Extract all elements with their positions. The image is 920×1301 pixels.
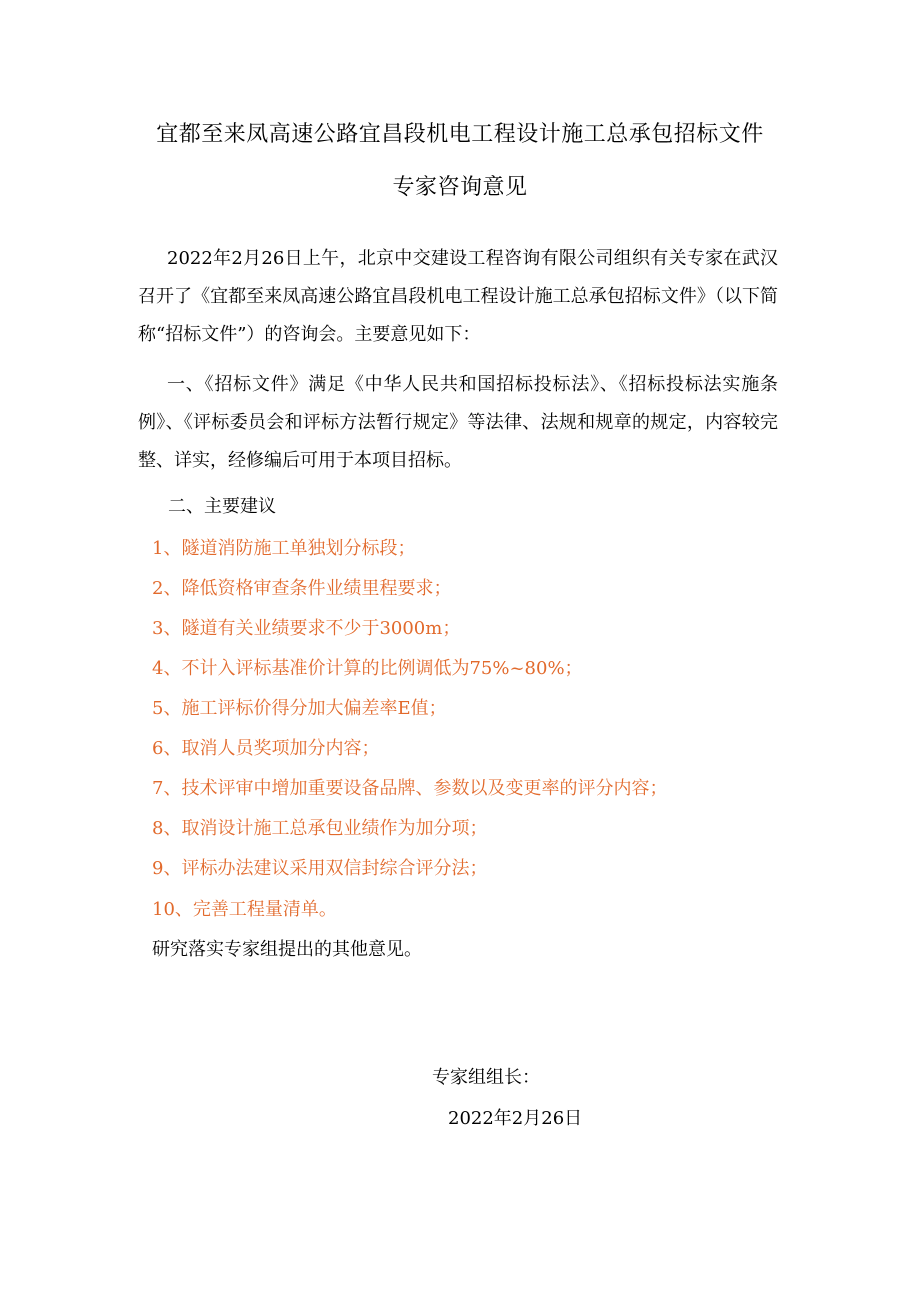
intro-paragraph: 2022年2月26日上午，北京中交建设工程咨询有限公司组织有关专家在武汉召开了《宜都至来凤高速公路宜昌段机电工程设计施工总承包招标文件》（以下简称“招标文件”）的咨询会。主要意见如下： <box>138 248 778 345</box>
suggestion-item: 4、不计入评标基准价计算的比例调低为75%~80%； <box>152 658 583 679</box>
section-heading-suggestions: 二、主要建议 <box>168 496 276 517</box>
suggestion-item: 7、技术评审中增加重要设备品牌、参数以及变更率的评分内容； <box>152 778 668 799</box>
opinion-paragraph-1: 一、《招标文件》满足《中华人民共和国招标投标法》、《招标投标法实施条例》、《评标委员会和评标方法暂行规定》等法律、法规和规章的规定，内容较完整、详实，经修编后可用于本项目招标。 <box>138 374 778 471</box>
closing-sentence: 研究落实专家组提出的其他意见。 <box>152 939 422 960</box>
suggestion-item: 6、取消人员奖项加分内容； <box>152 738 380 759</box>
suggestion-item: 5、施工评标价得分加大偏差率E值； <box>152 698 447 719</box>
suggestion-item: 1、隧道消防施工单独划分标段； <box>152 538 416 559</box>
document-date: 2022年2月26日 <box>448 1108 583 1129</box>
document-title: 宜都至来凤高速公路宜昌段机电工程设计施工总承包招标文件 <box>156 122 764 147</box>
suggestion-item: 8、取消设计施工总承包业绩作为加分项； <box>152 818 488 839</box>
document-subtitle: 专家咨询意见 <box>392 175 528 200</box>
suggestion-item: 10、完善工程量清单。 <box>152 899 337 920</box>
suggestion-item: 9、评标办法建议采用双信封综合评分法； <box>152 858 488 879</box>
suggestion-item: 2、降低资格审查条件业绩里程要求； <box>152 578 452 599</box>
signature-label: 专家组组长： <box>432 1067 540 1088</box>
suggestion-item: 3、隧道有关业绩要求不少于3000m； <box>152 618 461 639</box>
